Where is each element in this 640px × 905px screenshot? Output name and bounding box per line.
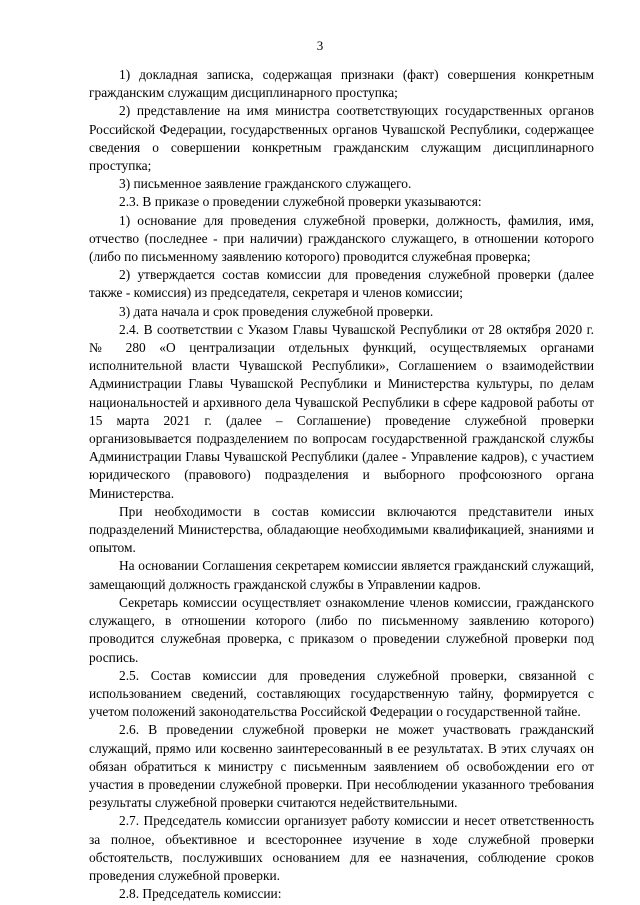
paragraph-grounds: 1) основание для проведения служебной проверки, должность, фамилия, имя, отчество (последнее - при наличии) гражданского служащего, в отношении которого (либо по письменному заявлению которого) проводится служебная проверка; (89, 212, 594, 265)
page-number: 3 (316, 38, 324, 53)
paragraph-start-date: 3) дата начала и срок проведения служебной проверки. (119, 303, 434, 319)
paragraph-2-4: 2.4. В соответствии с Указом Главы Чувашской Республики от 28 октября 2020 г. № 280 «О централизации отдельных функций, осуществляемых органами исполнительной власти Чувашской Республики», Соглашением о взаимодействии Администрации Главы Чувашской Республики и Министерства культуры, по делам национальностей и архивного дела Чувашской Республики в сфере кадровой работы от 15 марта 2021 г. (далее – Соглашение) проведение служебной проверки организовывается подразделением по вопросам государственной гражданской службы Администрации Главы Чувашской Республики (далее - Управление кадров), с участием юридического (правового) подразделения и выборного профсоюзного органа Министерства. (89, 321, 594, 501)
paragraph-2-3-heading: 2.3. В приказе о проведении служебной проверки указываются: (119, 194, 482, 210)
document-body (89, 66, 594, 903)
paragraph-2-5: 2.5. Состав комиссии для проведения служебной проверки, связанной с использованием сведений, составляющих государственную тайну, формируется с учетом положений законодательства Российской Федерации о государственной тайне. (89, 667, 594, 720)
paragraph-secretary-appointment: На основании Соглашения секретарем комиссии является гражданский служащий, замещающий должность гражданской службы в Управлении кадров. (89, 558, 594, 592)
paragraph-2-8: 2.8. Председатель комиссии: (119, 886, 282, 902)
paragraph-2-7: 2.7. Председатель комиссии организует работу комиссии и несет ответственность за полное, объективное и всестороннее изучение в ходе служебной проверки обстоятельств, послуживших основанием для ее назначения, соблюдение сроков проведения служебной проверки. (89, 813, 594, 883)
paragraph-report: 1) докладная записка, содержащая признаки (факт) совершения конкретным гражданским служащим дисциплинарного проступка; (89, 67, 594, 101)
paragraph-2-6: 2.6. В проведении служебной проверки не может участвовать гражданский служащий, прямо или косвенно заинтересованный в ее результатах. В этих случаях он обязан обратиться к министру с письменным заявлением об освобождении его от участия в проведении служебной проверки. При несоблюдении указанного требования результаты служебной проверки считаются недействительными. (89, 722, 594, 811)
paragraph-other-units: При необходимости в состав комиссии включаются представители иных подразделений Министерства, обладающие необходимыми квалификацией, знаниями и опытом. (89, 503, 594, 556)
paragraph-submission: 2) представление на имя министра соответствующих государственных органов Российской Федерации, государственных органов Чувашской Республики, содержащее сведения о совершении конкретным гражданским служащим дисциплинарного проступка; (89, 103, 594, 174)
paragraph-secretary-duties: Секретарь комиссии осуществляет ознакомление членов комиссии, гражданского служащего, в отношении которого (либо по письменному заявлению которого) проводится служебная проверка, с приказом о проведении служебной проверки под роспись. (89, 594, 594, 665)
paragraph-written-statement: 3) письменное заявление гражданского служащего. (119, 176, 412, 192)
paragraph-commission-composition: 2) утверждается состав комиссии для проведения служебной проверки (далее также - комиссия) из председателя, секретаря и членов комиссии; (89, 267, 594, 301)
